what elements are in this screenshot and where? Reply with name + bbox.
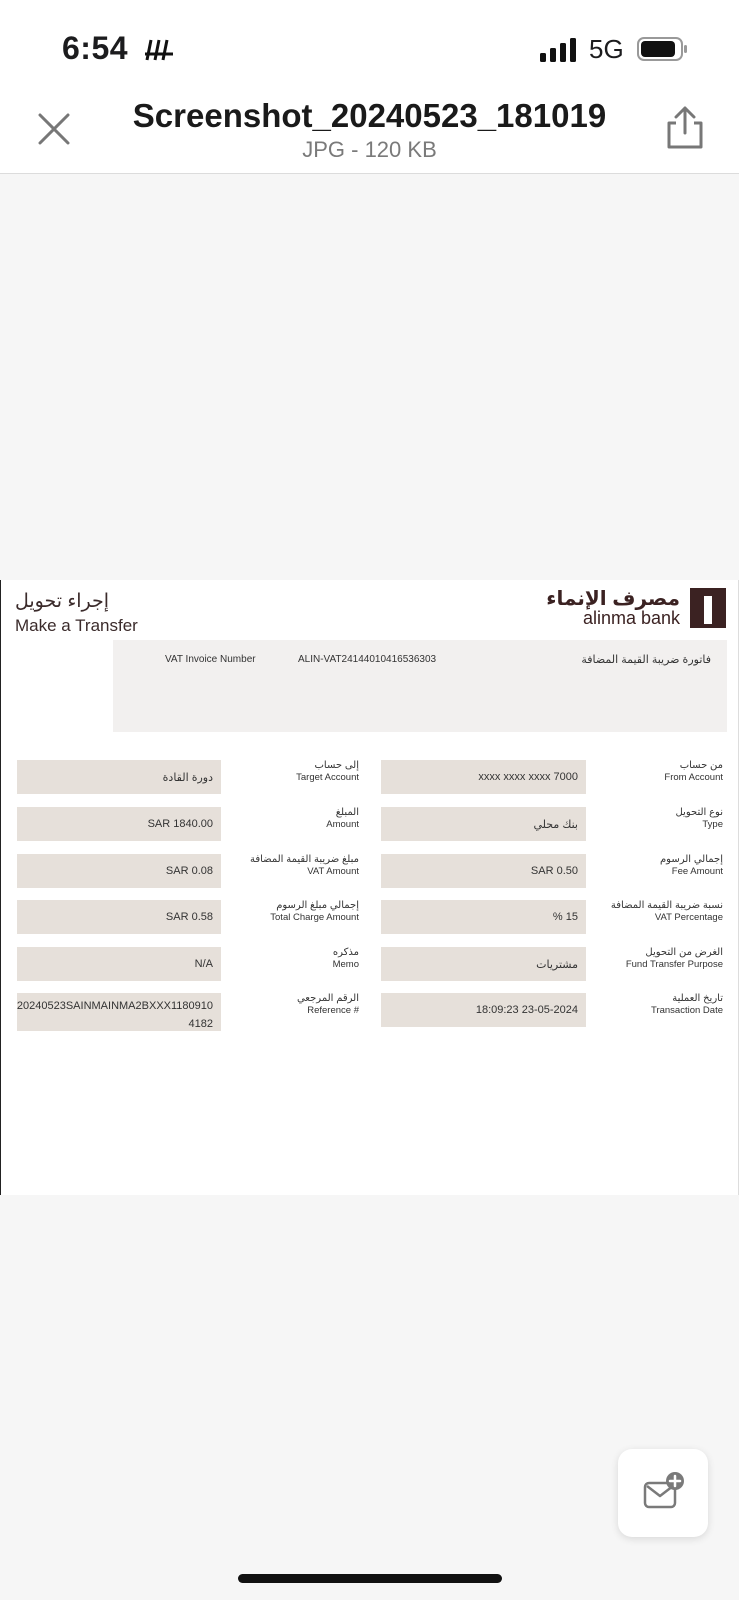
fund-purpose-label: الغرض من التحويل Fund Transfer Purpose	[625, 947, 723, 970]
vat-invoice-label-ar: فاتورة ضريبة القيمة المضافة	[581, 654, 711, 666]
vat-percentage-label: نسبة ضريبة القيمة المضافة VAT Percentage	[610, 900, 723, 923]
target-account-value: دورة القادة	[17, 760, 221, 794]
status-bar	[0, 0, 739, 95]
home-indicator[interactable]	[238, 1574, 502, 1583]
type-label: نوع التحويل Type	[675, 807, 723, 830]
carrier-logo-icon	[143, 34, 179, 64]
reference-value: 20240523SAINMAINMA2BXXX1180910 4182	[17, 993, 221, 1031]
share-icon[interactable]	[664, 105, 706, 151]
fee-amount-label: إجمالي الرسوم Fee Amount	[659, 854, 723, 877]
total-charge-label: إجمالي مبلغ الرسوم Total Charge Amount	[270, 900, 359, 923]
document-image	[0, 580, 739, 1195]
vat-invoice-box	[113, 640, 727, 732]
vat-invoice-label-en: VAT Invoice Number	[165, 654, 256, 665]
vat-amount-value: SAR 0.08	[17, 854, 221, 888]
battery-icon	[637, 36, 689, 62]
transaction-date-label: تاريخ العملية Transaction Date	[651, 993, 723, 1016]
fee-amount-value: SAR 0.50	[381, 854, 586, 888]
bank-logo-icon	[690, 588, 726, 628]
transaction-date-value: 18:09:23 23-05-2024	[381, 993, 586, 1027]
fund-purpose-value: مشتريات	[381, 947, 586, 981]
file-title: Screenshot_20240523_181019	[132, 97, 607, 134]
network-type: 5G	[589, 34, 624, 64]
doc-title-en: Make a Transfer	[15, 616, 138, 635]
mail-add-icon	[642, 1471, 686, 1515]
bank-logo-ar: مصرف الإنماء	[546, 588, 680, 610]
amount-value: SAR 1840.00	[17, 807, 221, 841]
amount-label: المبلغ Amount	[326, 807, 359, 830]
status-time: 6:54	[62, 30, 129, 66]
file-info: JPG - 120 KB	[302, 137, 437, 162]
reference-label: الرقم المرجعي Reference #	[296, 993, 359, 1016]
add-mail-button[interactable]	[618, 1449, 708, 1537]
vat-amount-label: مبلغ ضريبة القيمة المضافة VAT Amount	[249, 854, 359, 877]
bank-logo	[546, 586, 726, 632]
close-icon[interactable]	[34, 109, 74, 149]
doc-title-ar: إجراء تحويل	[15, 591, 110, 612]
signal-icon	[540, 38, 580, 62]
type-value: بنك محلي	[381, 807, 586, 841]
target-account-label: إلى حساب Target Account	[296, 760, 359, 783]
memo-value: N/A	[17, 947, 221, 981]
bank-logo-en: alinma bank	[582, 608, 680, 628]
viewer-header	[0, 95, 739, 174]
total-charge-value: SAR 0.58	[17, 900, 221, 934]
from-account-value: xxxx xxxx xxxx 7000	[381, 760, 586, 794]
vat-percentage-value: % 15	[381, 900, 586, 934]
memo-label: مذكره Memo	[332, 947, 359, 970]
from-account-label: من حساب From Account	[664, 760, 723, 783]
vat-invoice-value: ALIN-VAT24144010416536303	[298, 654, 437, 665]
